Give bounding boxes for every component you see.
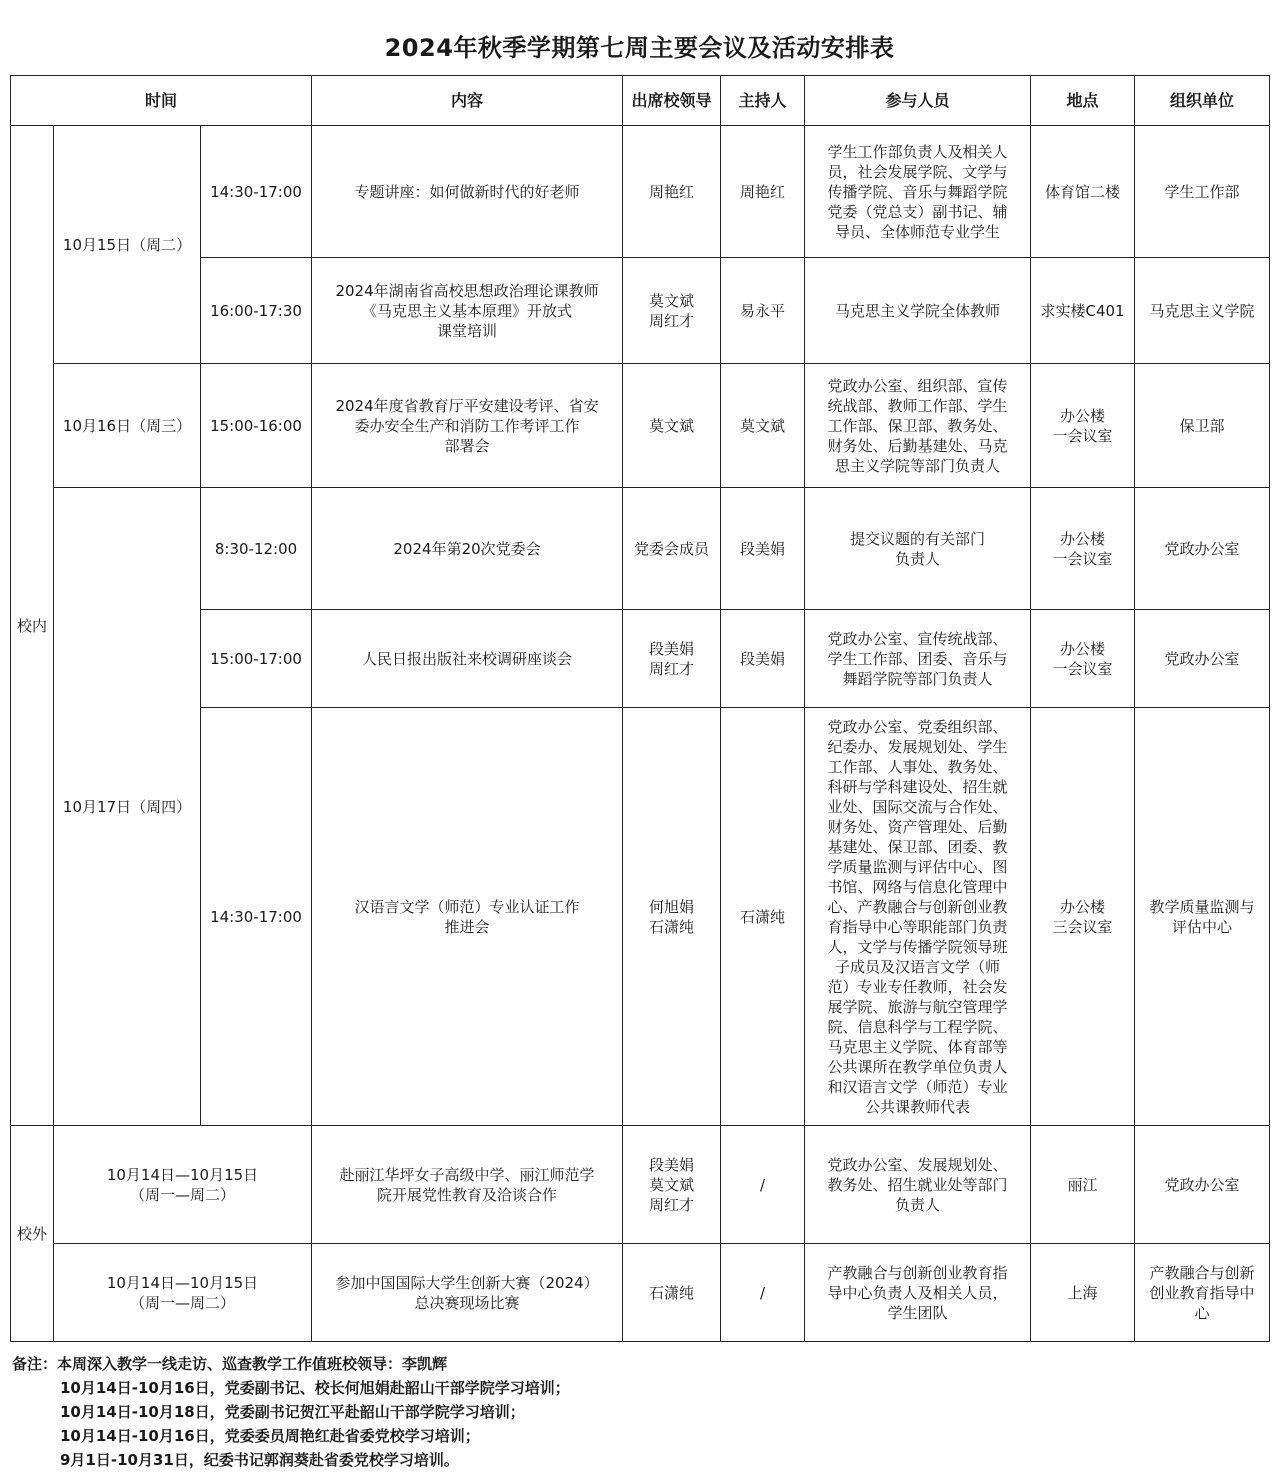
org-cell <box>1135 258 1270 364</box>
participants-line: 范）专业专任教师，社会发 <box>827 977 1008 996</box>
participants-line: 基建处、保卫部、团委、教 <box>827 837 1008 856</box>
participants-cell <box>805 1244 1031 1342</box>
org-cell <box>1135 708 1270 1126</box>
participants-line: 产教融合与创新创业教育指 <box>827 1263 1008 1282</box>
header-host: 主持人 <box>721 76 805 126</box>
org-line: 保卫部 <box>1179 416 1225 435</box>
place-cell <box>1031 1244 1135 1342</box>
header-place: 地点 <box>1031 76 1135 126</box>
area-inside: 校内 <box>11 126 54 1126</box>
time-cell: 16:00-17:30 <box>201 258 312 364</box>
place-line: 体育馆二楼 <box>1045 182 1121 201</box>
participants-line: 人，文学与传播学院领导班 <box>827 937 1008 956</box>
participants-line: 导中心负责人及相关人员， <box>827 1283 1008 1302</box>
date-line: （周一—周二） <box>130 1185 236 1204</box>
org-cell <box>1135 126 1270 258</box>
participants-line: 和汉语言文学（师范）专业 <box>827 1077 1008 1096</box>
notes-section <box>12 1352 1267 1472</box>
leader-name: 莫文斌 <box>649 416 695 435</box>
org-cell <box>1135 1126 1270 1244</box>
content-line: 参加中国国际大学生创新大赛（2024） <box>335 1273 599 1292</box>
leader-name: 何旭娟 <box>649 897 695 916</box>
org-line: 评估中心 <box>1172 917 1233 936</box>
participants-line: 教务处、招生就业处等部门 <box>827 1175 1008 1194</box>
date-cell: 10月17日（周四） <box>54 488 201 1126</box>
leader-cell <box>623 610 721 708</box>
participants-cell <box>805 364 1031 488</box>
org-line: 创业教育指导中 <box>1149 1283 1255 1302</box>
leader-name: 周红才 <box>649 659 695 678</box>
participants-line: 业处、国际交流与合作处、 <box>827 797 1008 816</box>
org-line: 心 <box>1194 1303 1210 1322</box>
content-cell <box>312 488 623 610</box>
participants-line: 导员、全体师范专业学生 <box>835 222 1001 241</box>
leader-cell <box>623 258 721 364</box>
leader-name: 莫文斌 <box>649 1175 695 1194</box>
date-cell <box>54 1126 312 1244</box>
content-line: 2024年湖南省高校思想政治理论课教师 <box>335 281 599 300</box>
header-row <box>11 76 1270 126</box>
content-line: 院开展党性教育及洽谈合作 <box>377 1185 558 1204</box>
schedule-table <box>10 75 1270 1342</box>
org-cell <box>1135 488 1270 610</box>
content-line: 人民日报出版社来校调研座谈会 <box>362 649 573 668</box>
time-cell: 8:30-12:00 <box>201 488 312 610</box>
participants-line: 党政办公室、发展规划处、 <box>827 1155 1008 1174</box>
host-cell: 易永平 <box>721 258 805 364</box>
participants-line: 展学院、旅游与航空管理学 <box>827 997 1008 1016</box>
participants-line: 党委（党总支）副书记、辅 <box>827 202 1008 221</box>
participants-line: 员，社会发展学院、文学与 <box>827 162 1008 181</box>
notes-line: 10月14日-10月16日，党委副书记、校长何旭娟赴韶山干部学院学习培训； <box>60 1379 570 1397</box>
leader-cell <box>623 708 721 1126</box>
org-line: 马克思主义学院 <box>1149 301 1255 320</box>
content-line: 委办安全生产和消防工作考评工作 <box>354 416 580 435</box>
host-cell: 段美娟 <box>721 488 805 610</box>
content-line: 部署会 <box>444 436 490 455</box>
place-line: 办公楼 <box>1060 639 1106 658</box>
notes-first-line: 备注：本周深入教学一线走访、巡查教学工作值班校领导：李凯辉 <box>12 1355 448 1373</box>
participants-cell <box>805 258 1031 364</box>
notes-line: 9月1日-10月31日，纪委书记郭润葵赴省委党校学习培训。 <box>60 1451 459 1469</box>
place-cell <box>1031 364 1135 488</box>
participants-line: 院、信息科学与工程学院、 <box>827 1017 1008 1036</box>
leader-cell <box>623 1126 721 1244</box>
participants-line: 传播学院、音乐与舞蹈学院 <box>827 182 1008 201</box>
place-line: 上海 <box>1067 1283 1098 1302</box>
content-cell <box>312 364 623 488</box>
place-cell <box>1031 126 1135 258</box>
participants-line: 财务处、后勤基建处、马克 <box>827 436 1008 455</box>
host-cell: 周艳红 <box>721 126 805 258</box>
participants-line: 统战部、教师工作部、学生 <box>827 396 1008 415</box>
participants-cell <box>805 708 1031 1126</box>
participants-line: 纪委办、发展规划处、学生 <box>827 737 1008 756</box>
place-cell <box>1031 1126 1135 1244</box>
content-cell <box>312 610 623 708</box>
header-time: 时间 <box>11 76 312 126</box>
participants-line: 学生工作部、团委、音乐与 <box>827 649 1008 668</box>
content-cell <box>312 126 623 258</box>
participants-line: 党政办公室、组织部、宣传 <box>827 376 1008 395</box>
participants-cell <box>805 488 1031 610</box>
table-row <box>11 1244 1270 1342</box>
time-cell: 14:30-17:00 <box>201 708 312 1126</box>
participants-cell <box>805 610 1031 708</box>
host-cell: / <box>721 1244 805 1342</box>
participants-line: 科研与学科建设处、招生就 <box>827 777 1008 796</box>
participants-line: 工作部、保卫部、教务处、 <box>827 416 1008 435</box>
participants-line: 思主义学院等部门负责人 <box>835 456 1001 475</box>
content-line: 2024年第20次党委会 <box>393 539 541 558</box>
participants-line: 舞蹈学院等部门负责人 <box>842 669 993 688</box>
leader-name: 周红才 <box>649 311 695 330</box>
org-line: 党政办公室 <box>1164 649 1240 668</box>
place-line: 办公楼 <box>1060 406 1106 425</box>
place-line: 办公楼 <box>1060 897 1106 916</box>
date-cell: 10月16日（周三） <box>54 364 201 488</box>
participants-line: 党政办公室、宣传统战部、 <box>827 629 1008 648</box>
place-line: 一会议室 <box>1052 659 1113 678</box>
participants-line: 书馆、网络与信息化管理中 <box>827 877 1008 896</box>
content-cell <box>312 258 623 364</box>
host-cell: 石潇纯 <box>721 708 805 1126</box>
leader-name: 莫文斌 <box>649 291 695 310</box>
participants-line: 马克思主义学院、体育部等 <box>827 1037 1008 1056</box>
area-outside: 校外 <box>11 1126 54 1342</box>
time-cell: 15:00-17:00 <box>201 610 312 708</box>
date-line: （周一—周二） <box>130 1293 236 1312</box>
participants-line: 负责人 <box>895 1195 941 1214</box>
content-cell <box>312 708 623 1126</box>
leader-name: 党委会成员 <box>634 539 710 558</box>
participants-line: 学生工作部负责人及相关人 <box>827 142 1008 161</box>
leader-name: 段美娟 <box>649 639 695 658</box>
leader-name: 石潇纯 <box>649 1283 695 1302</box>
notes-line: 10月14日-10月16日，党委委员周艳红赴省委党校学习培训； <box>60 1427 480 1445</box>
content-line: 课堂培训 <box>437 321 498 340</box>
content-line: 推进会 <box>444 917 490 936</box>
date-line: 10月14日—10月15日 <box>106 1165 259 1184</box>
content-line: 2024年度省教育厅平安建设考评、省安 <box>335 396 599 415</box>
org-line: 教学质量监测与 <box>1149 897 1255 916</box>
leader-name: 周艳红 <box>649 182 695 201</box>
participants-line: 提交议题的有关部门 <box>850 529 986 548</box>
host-cell: / <box>721 1126 805 1244</box>
date-line: 10月14日—10月15日 <box>106 1273 259 1292</box>
content-line: 汉语言文学（师范）专业认证工作 <box>354 897 580 916</box>
header-participants: 参与人员 <box>805 76 1031 126</box>
place-line: 三会议室 <box>1052 917 1113 936</box>
date-cell <box>54 1244 312 1342</box>
participants-line: 心、产教融合与创新创业教 <box>827 897 1008 916</box>
leader-cell <box>623 1244 721 1342</box>
org-cell <box>1135 610 1270 708</box>
participants-line: 公共课所在教学单位负责人 <box>827 1057 1008 1076</box>
leader-cell <box>623 364 721 488</box>
org-cell <box>1135 1244 1270 1342</box>
leader-cell <box>623 126 721 258</box>
header-content: 内容 <box>312 76 623 126</box>
org-cell <box>1135 364 1270 488</box>
participants-line: 财务处、资产管理处、后勤 <box>827 817 1008 836</box>
leader-name: 周红才 <box>649 1195 695 1214</box>
place-line: 一会议室 <box>1052 426 1113 445</box>
leader-cell <box>623 488 721 610</box>
org-line: 党政办公室 <box>1164 1175 1240 1194</box>
place-line: 一会议室 <box>1052 549 1113 568</box>
place-line: 求实楼C401 <box>1040 301 1125 320</box>
content-cell <box>312 1126 623 1244</box>
participants-line: 负责人 <box>895 549 941 568</box>
content-line: 总决赛现场比赛 <box>414 1293 520 1312</box>
participants-line: 公共课教师代表 <box>865 1097 971 1116</box>
org-line: 产教融合与创新 <box>1149 1263 1255 1282</box>
host-cell: 段美娟 <box>721 610 805 708</box>
date-cell: 10月15日（周二） <box>54 126 201 364</box>
content-line: 专题讲座：如何做新时代的好老师 <box>354 182 580 201</box>
time-cell: 14:30-17:00 <box>201 126 312 258</box>
leader-name: 段美娟 <box>649 1155 695 1174</box>
participants-line: 子成员及汉语言文学（师 <box>835 957 1001 976</box>
place-cell <box>1031 258 1135 364</box>
page-title: 2024年秋季学期第七周主要会议及活动安排表 <box>384 34 895 62</box>
org-line: 党政办公室 <box>1164 539 1240 558</box>
participants-line: 学生团队 <box>887 1303 948 1322</box>
host-cell: 莫文斌 <box>721 364 805 488</box>
participants-line: 马克思主义学院全体教师 <box>835 301 1001 320</box>
content-line: 赴丽江华坪女子高级中学、丽江师范学 <box>339 1165 595 1184</box>
notes-line: 10月14日-10月18日，党委副书记贺江平赴韶山干部学院学习培训； <box>60 1403 525 1421</box>
place-cell <box>1031 708 1135 1126</box>
place-cell <box>1031 488 1135 610</box>
place-line: 办公楼 <box>1060 529 1106 548</box>
leader-name: 石潇纯 <box>649 917 695 936</box>
participants-line: 育指导中心等职能部门负责 <box>827 917 1008 936</box>
participants-line: 学质量监测与评估中心、图 <box>827 857 1008 876</box>
content-line: 《马克思主义基本原理》开放式 <box>362 301 573 320</box>
table-row <box>11 126 1270 258</box>
place-cell <box>1031 610 1135 708</box>
content-cell <box>312 1244 623 1342</box>
table-row <box>11 364 1270 488</box>
participants-line: 工作部、人事处、教务处、 <box>827 757 1008 776</box>
place-line: 丽江 <box>1067 1175 1098 1194</box>
participants-line: 党政办公室、党委组织部、 <box>827 717 1008 736</box>
time-cell: 15:00-16:00 <box>201 364 312 488</box>
org-line: 学生工作部 <box>1164 182 1240 201</box>
header-org: 组织单位 <box>1135 76 1270 126</box>
table-row <box>11 488 1270 610</box>
table-row <box>11 1126 1270 1244</box>
header-leader: 出席校领导 <box>623 76 721 126</box>
participants-cell <box>805 1126 1031 1244</box>
participants-cell <box>805 126 1031 258</box>
